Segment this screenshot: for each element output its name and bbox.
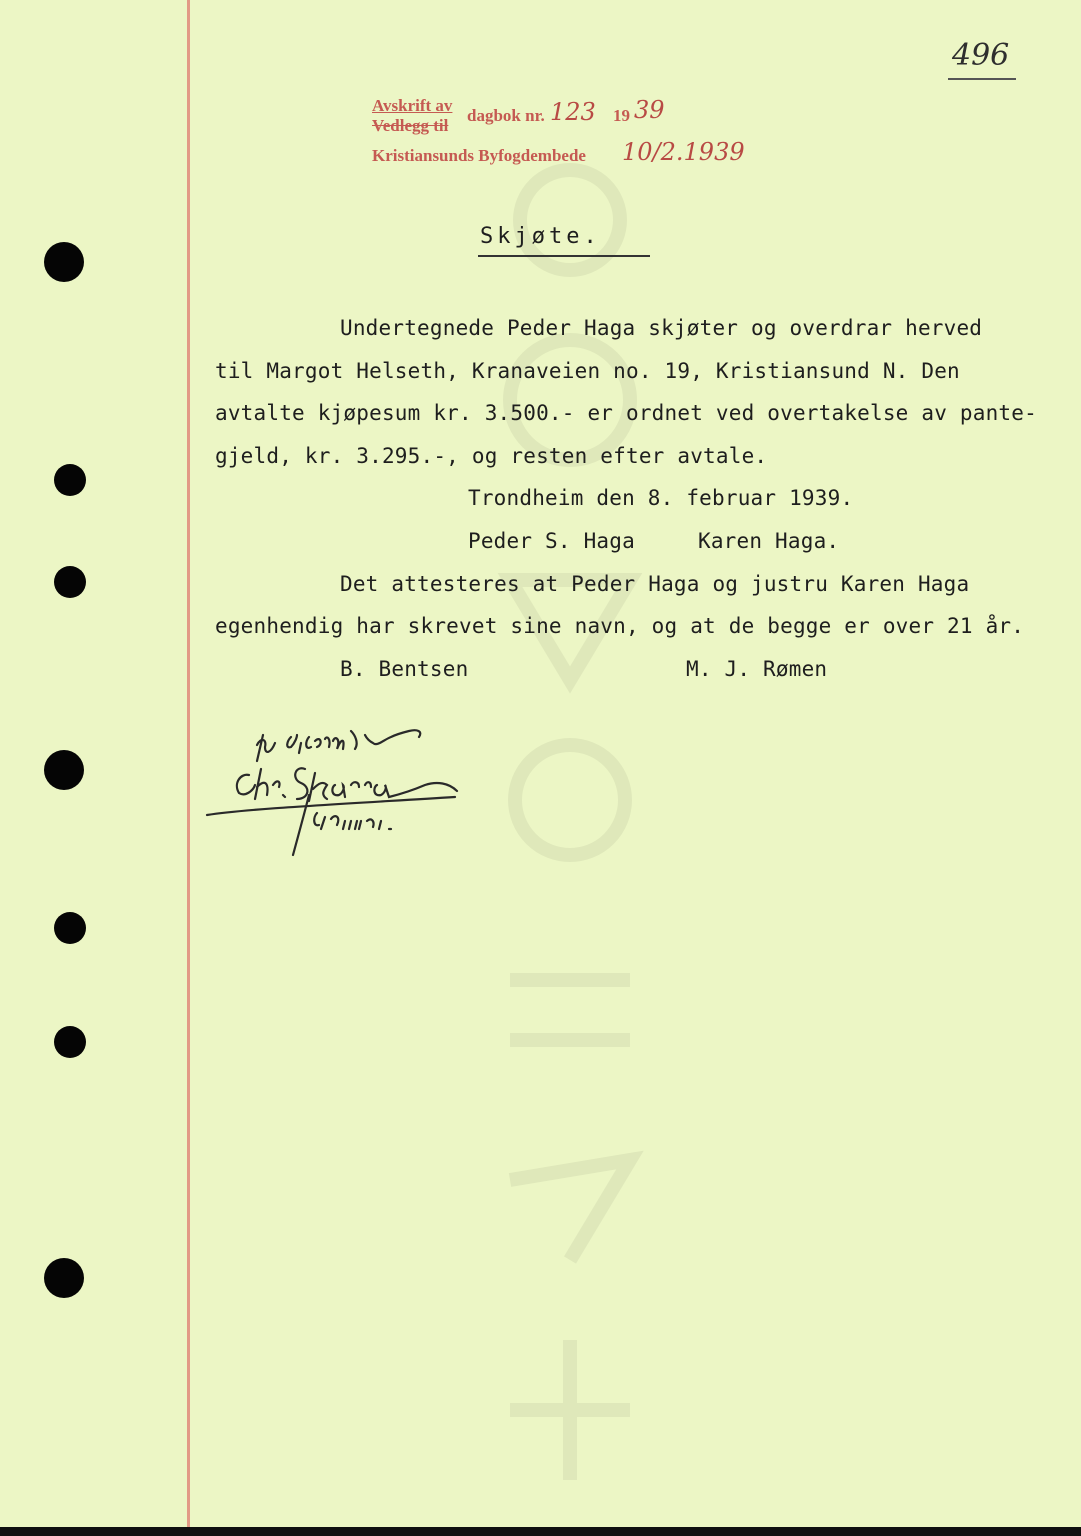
punch-hole [44,750,84,790]
page-number-underline [948,78,1016,80]
punch-hole [44,242,84,282]
stamp-vedlegg-til: Vedlegg til [372,116,449,135]
punch-hole [54,1026,86,1058]
stamp-avskrift-av: Avskrift av [372,96,453,115]
attestation-line: Det attesteres at Peder Haga og justru Karen Haga [340,572,970,596]
journal-number: 123 [550,98,596,126]
document-title: Skjøte. [480,224,601,249]
body-line: gjeld, kr. 3.295.-, og resten efter avtale. [215,444,768,468]
registration-date: 10/2.1939 [622,138,745,166]
signer-karen: Karen Haga. [698,529,840,553]
body-line: avtalte kjøpesum kr. 3.500.- er ordnet ved overtakelse av pante- [215,401,1037,425]
stamp-court-name: Kristiansunds Byfogdembede [372,146,586,165]
attestation-line: egenhendig har skrevet sine navn, og at de begge er over 21 år. [215,614,1025,638]
journal-year: 39 [634,96,665,124]
margin-rule [187,0,190,1527]
body-line: Undertegnede Peder Haga skjøter og overdrar herved [340,316,983,340]
place-date: Trondheim den 8. februar 1939. [468,486,854,510]
witness-bentsen: B. Bentsen [340,657,469,681]
page-number: 496 [952,38,1010,73]
witness-romen: M. J. Rømen [686,657,828,681]
handwritten-signature [205,725,465,860]
punch-hole [54,566,86,598]
stamp-year-prefix: 19 [613,106,630,125]
body-line: til Margot Helseth, Kranaveien no. 19, Kristiansund N. Den [215,359,960,383]
punch-hole [44,1258,84,1298]
title-underline [478,255,650,257]
signer-peder: Peder S. Haga [468,529,635,553]
stamp-dagbok-nr: dagbok nr. [467,106,545,125]
punch-hole [54,464,86,496]
punch-hole [54,912,86,944]
